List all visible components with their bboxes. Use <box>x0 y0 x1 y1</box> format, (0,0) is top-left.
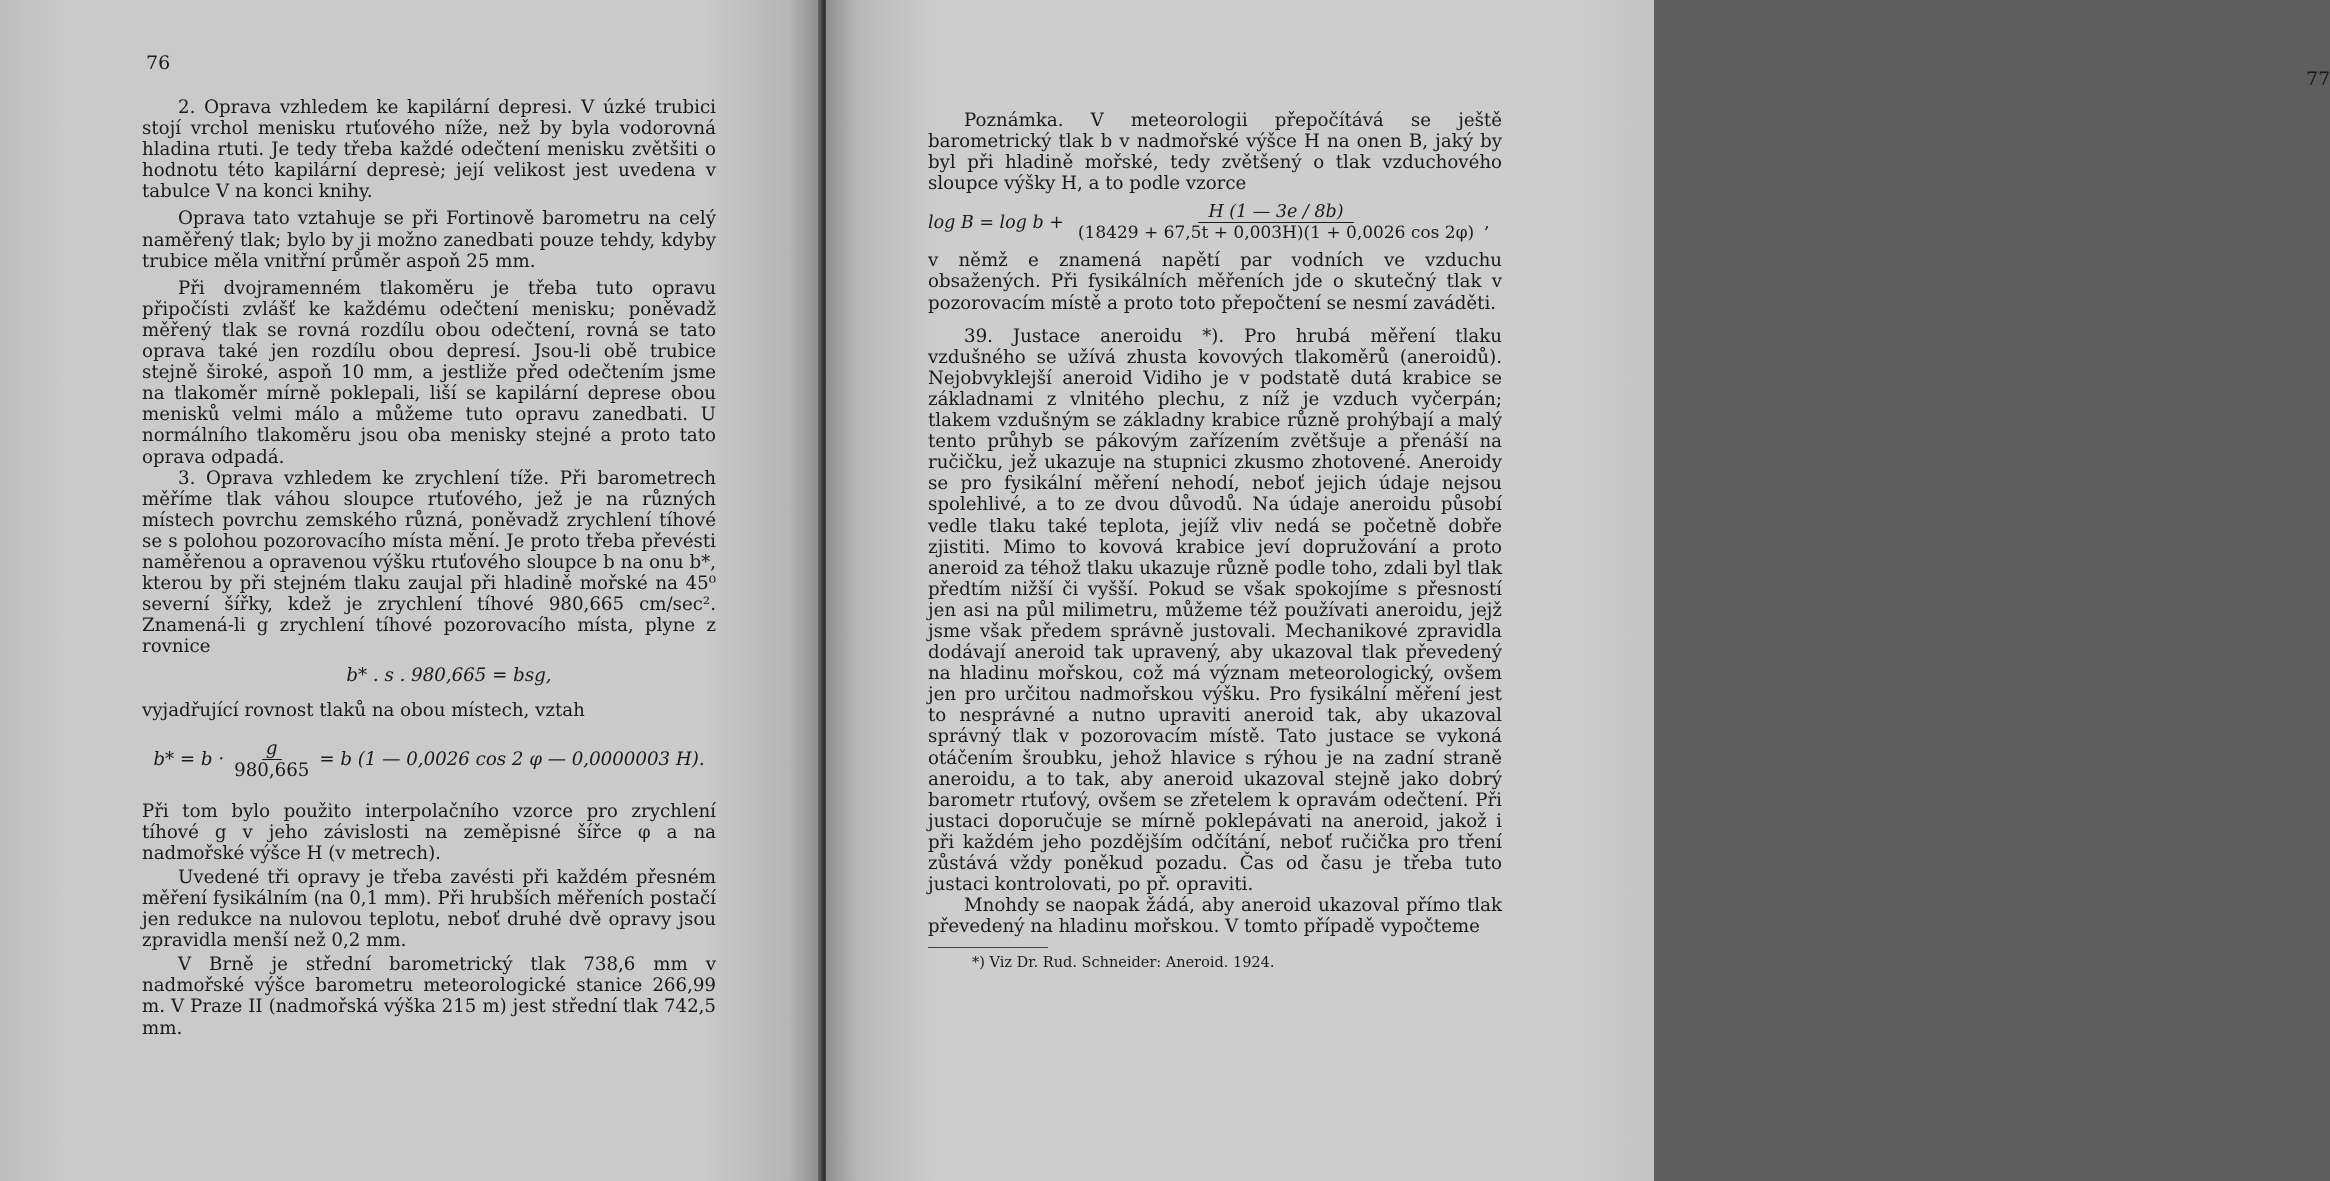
equation-reduced-height <box>142 739 716 781</box>
paragraph-meteorology-note: Poznámka. V meteorologii přepočítává se ještě barometrický tlak b v nadmořské výšce H na onen B, jaký by byl při hladině mořské, tedy zvětšený o tlak vzduchového sloupce výšky H, a to podle vzorce <box>928 110 1502 195</box>
page-number-right: 77 <box>2306 68 2330 90</box>
right-text-block <box>928 110 1502 972</box>
fraction-denominator: 980,665 <box>234 759 310 781</box>
paragraph-interpolation: Při tom bylo použito interpolačního vzorce pro zrychlení tíhové g v jeho závislosti na zeměpisné šířce φ a na nadmořské výšce H (v metrech). <box>142 800 716 864</box>
fraction-numerator: g <box>262 739 282 760</box>
log-numerator: H (1 — 3e / 8b) <box>1198 202 1353 223</box>
paragraph-brno-prague: V Brně je střední barometrický tlak 738,6 mm v nadmořské výšce barometru meteorologické stanice 266,99 m. V Praze II (nadmořská výška 215 m) jest střední tlak 742,5 mm. <box>142 954 716 1039</box>
equation-log-pressure <box>928 202 1502 244</box>
log-lhs: log B = log b + <box>928 212 1064 233</box>
paragraph-capillary-correction: 2. Oprava vzhledem ke kapilární depresi. V úzké trubici stojí vrchol menisku rtuťového níže, než by byla vodorovná hladina rtuti. Je tedy třeba každé odečtení menisku zvětšiti o hodnotu této kapilární depresė; její velikost jest uvedena v tabulce V na konci knihy. <box>142 97 716 203</box>
paragraph-fortin-barometer: Oprava tato vztahuje se při Fortinově barometru na celý naměřený tlak; bylo by ji možno zanedbati pouze tehdy, kdyby trubice měla vnitřní průměr aspoň 25 mm. <box>142 208 716 272</box>
left-page <box>0 0 822 1181</box>
left-text-block <box>142 97 716 1039</box>
paragraph-expressing-relation: vyjadřující rovnost tlaků na obou místech, vztah <box>142 699 585 721</box>
paragraph-sea-level-reading: Mnohdy se naopak žádá, aby aneroid ukazoval přímo tlak převedený na hladinu mořskou. V tomto případě vypočteme <box>928 895 1502 938</box>
fraction <box>230 739 313 781</box>
footnote: *) Viz Dr. Rud. Schneider: Aneroid. 1924. <box>972 955 1275 972</box>
paragraph-three-corrections: Uvedené tři opravy je třeba zavésti při každém přesném měření fysikálním (na 0,1 mm). Při hrubších měřeních postačí jen redukce na nulovou teplotu, neboť druhé dvě opravy jsou zpravidla menší než 0,2 mm. <box>142 866 716 952</box>
paragraph-aneroid-justification: 39. Justace aneroidu *). Pro hrubá měření tlaku vzdušného se užívá zhusta kovových tlakoměrů (aneroidů). Nejobvyklejší aneroid Vidiho je v podstatě dutá krabice se základnami z vlnitého plechu, z níž je vzduch vyčerpán; tlakem vzdušným se základny krabice různě prohýbají a malý tento průhyb se pákovým zařízením zvětšuje a přenáší na ručičku, jež ukazuje na stupnici zkusmo zhotovené. Aneroidy se pro fysikální měření nehodí, neboť jejich údaje nejsou spolehlivé, a to ze dvou důvodů. Na údaje aneroidu působí vedle tlaku také teplota, jejíž vliv nedá se početně dobře zjistiti. Mimo to kovová krabice jeví dopružování a proto aneroid za téhož tlaku ukazuje různě podle toho, zdali byl tlak předtím nižší či vyšší. Pokud se však spokojíme s přesností jen asi na půl milimetru, můžeme též používati aneroidu, jejž jsme však předem správně justovali. Mechanikové zpravidla dodávají aneroid tak upravený, aby ukazoval tlak převedený na hladinu mořskou, což má význam meteorologický, ovšem jen pro určitou nadmořskou výšku. Pro fysikální měření jest to nesprávné a nutno upraviti aneroid tak, aby ukazoval správný tlak v pozorovacím místě. Tato justace se vykoná otáčením šroubku, jehož hlavice s rýhou je na zadní straně aneroidu, a to tak, aby aneroid ukazoval stejně jako dobrý barometr rtuťový, ovšem se zřetelem k opravám odečtení. Při justaci doporučuje se mírně poklepávati na aneroid, jakož i při každém jeho pozdějším odčítání, neboť ručička pro tření zůstává vždy poněkud pozadu. Čas od času je třeba tuto justaci kontrolovati, po př. opraviti. <box>928 325 1502 896</box>
log-fraction <box>1074 202 1478 244</box>
paragraph-vapor-pressure: v němž e znamená napětí par vodních ve vzduchu obsažených. Při fysikálních měřeních jde o skutečný tlak v pozorovacím místě a proto toto přepočtení se nesmí zaváděti. <box>928 250 1502 314</box>
footnote-rule <box>928 947 1048 948</box>
log-denominator: (18429 + 67,5t + 0,003H)(1 + 0,0026 cos 2φ) <box>1077 223 1475 244</box>
equation-pressure-equality: b* . s . 980,665 = bsg, <box>346 665 552 687</box>
log-tail: , <box>1484 212 1490 233</box>
page-number-left: 76 <box>146 52 171 74</box>
equation-lhs: b* = b · <box>153 749 225 771</box>
equation-rhs: = b (1 — 0,0026 cos 2 φ — 0,0000003 H). <box>319 749 705 771</box>
paragraph-double-arm-manometer: Při dvojramenném tlakoměru je třeba tuto opravu připočísti zvlášť ke každému odečtení menisku; poněvadž měřený tlak se rovná rozdílu obou odečtení, rovná se tato oprava také jen rozdílu obou depresí. Jsou-li obě trubice stejně široké, aspoň 10 mm, a jestliže před odečtením jsme na tlakoměr mírně poklepali, liší se kapilární deprese obou menisků velmi málo a můžeme tuto opravu zanedbati. U normálního tlakoměru jsou oba menisky stejné a proto tato oprava odpadá. <box>142 277 716 468</box>
paragraph-gravity-correction: 3. Oprava vzhledem ke zrychlení tíže. Při barometrech měříme tlak váhou sloupce rtuťového, jež je na různých místech povrchu zemského různá, poněvadž zrychlení tíhové se s polohou pozorovacího místa mění. Je proto třeba převésti naměřenou a opravenou výšku rtuťového sloupce b na onu b*, kterou by při stejném tlaku zaujal při hladině mořské na 45⁰ severní šířky, kdež je zrychlení tíhové 980,665 cm/sec². Znamená-li g zrychlení tíhové pozorovacího místa, plyne z rovnice <box>142 467 716 658</box>
